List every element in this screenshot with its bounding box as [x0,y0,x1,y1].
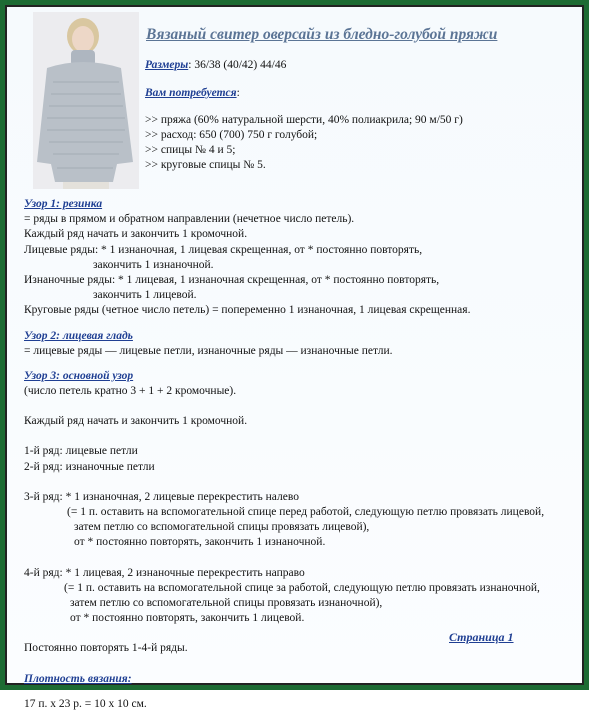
density-heading: Плотность вязания: [24,672,132,685]
material-item: >> расход: 650 (700) 750 г голубой; [145,129,318,141]
sizes-value: : 36/38 (40/42) 44/46 [188,59,287,71]
density-value: 17 п. х 23 р. = 10 х 10 см. [24,697,147,710]
sizes-label: Размеры [145,59,189,71]
page-number: Страница 1 [449,630,514,644]
pattern3-row3: от * постоянно повторять, закончить 1 изнаночной. [74,536,326,549]
materials-list [145,113,463,173]
pattern3-count: (число петель кратно 3 + 1 + 2 кромочные). [24,385,237,398]
pattern1-line: закончить 1 лицевой. [93,289,197,302]
pattern3-row4: (= 1 п. оставить на вспомогательной спице за работой, следующую петлю провязать изнаночной, [64,581,540,594]
pattern3-row2: 2-й ряд: изнаночные петли [24,460,155,473]
pattern1-line: Каждый ряд начать и закончить 1 кромочной. [24,228,248,241]
page-title: Вязаный свитер оверсайз из бледно-голубой пряжи [146,26,498,43]
pattern3-row1: 1-й ряд: лицевые петли [24,445,138,458]
material-item: >> круговые спицы № 5. [145,159,266,171]
sweater-photo [33,12,139,189]
pattern1-line: Изнаночные ряды: * 1 лицевая, 1 изнаночная скрещенная, от * постоянно повторять, [24,273,440,286]
material-item: >> пряжа (60% натуральной шерсти, 40% полиакрила; 90 м/50 г) [145,114,463,126]
pattern1-line: закончить 1 изнаночной. [93,258,214,271]
pattern3-heading: Узор 3: основной узор [24,369,134,382]
pattern1-heading: Узор 1: резинка [24,198,103,210]
pattern1-line: Лицевые ряды: * 1 изнаночная, 1 лицевая скрещенная, от * постоянно повторять, [24,243,423,256]
pattern1-line: Круговые ряды (четное число петель) = попеременно 1 изнаночная, 1 лицевая скрещенная. [24,304,471,317]
need-label: Вам потребуется [145,87,237,99]
sweater-illustration [33,12,139,189]
pattern3-row4: от * постоянно повторять, закончить 1 лицевой. [70,612,305,625]
materials-heading [145,87,240,99]
pattern3-row3: затем петлю со вспомогательной спицы провязать лицевой), [74,521,370,534]
material-item: >> спицы № 4 и 5; [145,144,236,156]
pattern3-edge: Каждый ряд начать и закончить 1 кромочной. [24,415,248,428]
need-colon: : [236,87,240,99]
pattern2-heading: Узор 2: лицевая гладь [24,329,133,342]
pattern3-row4: затем петлю со вспомогательной спицы провязать изнаночной), [70,596,383,609]
sizes-line [145,59,286,71]
pattern3-row3: (= 1 п. оставить на вспомогательной спице перед работой, следующую петлю провязать лицевой, [67,506,545,518]
pattern3-row4: 4-й ряд: * 1 лицевая, 2 изнаночные перекрестить направо [24,566,305,579]
pattern1-line: = ряды в прямом и обратном направлении (нечетное число петель). [24,213,355,226]
pattern3-row3: 3-й ряд: * 1 изнаночная, 2 лицевые перекрестить налево [24,490,299,503]
pattern3-repeat: Постоянно повторять 1-4-й ряды. [24,642,188,655]
pattern2-line: = лицевые ряды — лицевые петли, изнаночные ряды — изнаночные петли. [24,344,393,357]
